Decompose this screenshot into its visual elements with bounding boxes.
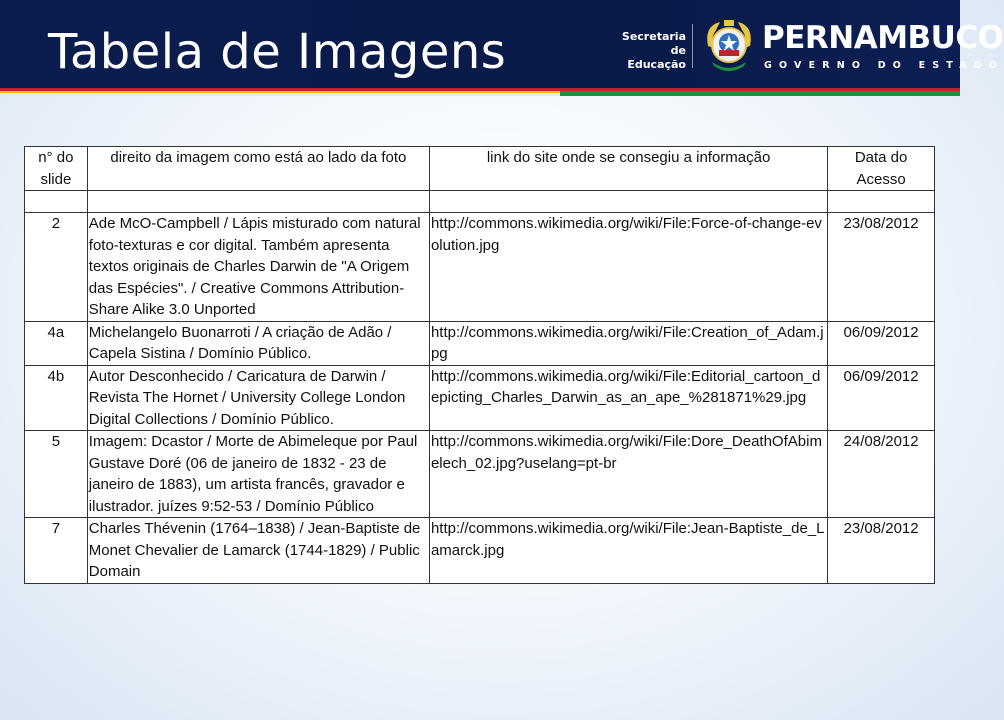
cell-slide: 2 [25, 213, 88, 322]
cell-link: http://commons.wikimedia.org/wiki/File:Creation_of_Adam.jpg [429, 321, 827, 365]
cell-slide: 5 [25, 431, 88, 518]
table-row [25, 431, 935, 518]
secretaria-line-1: Secretaria de [621, 30, 686, 57]
header-stripes [0, 88, 960, 96]
table-row [25, 365, 935, 431]
cell-credit: Charles Thévenin (1764–1838) / Jean-Baptiste de Monet Chevalier de Lamarck (1744-1829) / Public Domain [87, 518, 429, 584]
stripe-green [560, 91, 960, 96]
table-row [25, 213, 935, 322]
pernambuco-crest-icon [702, 16, 756, 76]
image-credits-table [24, 146, 935, 584]
column-header-credit: direito da imagem como está ao lado da foto [87, 147, 429, 191]
secretaria-label [608, 30, 686, 72]
column-header-link: link do site onde se consegiu a informação [429, 147, 827, 191]
cell-link: http://commons.wikimedia.org/wiki/File:Jean-Baptiste_de_Lamarck.jpg [429, 518, 827, 584]
cell-slide: 7 [25, 518, 88, 584]
cell-credit [87, 191, 429, 213]
table-row [25, 321, 935, 365]
cell-link: http://commons.wikimedia.org/wiki/File:Editorial_cartoon_depicting_Charles_Darwin_as_an_ape_%281871%29.jpg [429, 365, 827, 431]
cell-credit: Ade McO-Campbell / Lápis misturado com natural foto-texturas e cor digital. Também apresenta textos originais de Charles Darwin de "A Origem das Espécies". / Creative Commons Attribution-Share Alike 3.0 Unported [87, 213, 429, 322]
cell-credit: Imagem: Dcastor / Morte de Abimeleque por Paul Gustave Doré (06 de janeiro de 1832 - 23 de janeiro de 1883), um artista francês, gravador e ilustrador. juízes 9:52-53 / Domínio Público [87, 431, 429, 518]
slide-title: Tabela de Imagens [48, 24, 507, 80]
table-row [25, 518, 935, 584]
cell-credit: Michelangelo Buonarroti / A criação de Adão / Capela Sistina / Domínio Público. [87, 321, 429, 365]
cell-date: 23/08/2012 [828, 518, 935, 584]
table-header-row [25, 147, 935, 191]
cell-link: http://commons.wikimedia.org/wiki/File:Force-of-change-evolution.jpg [429, 213, 827, 322]
cell-date: 24/08/2012 [828, 431, 935, 518]
cell-date: 06/09/2012 [828, 365, 935, 431]
column-header-date: Data do Acesso [828, 147, 935, 191]
cell-date [828, 191, 935, 213]
column-header-slide: n° do slide [25, 147, 88, 191]
cell-slide: 4b [25, 365, 88, 431]
stripe-white [0, 93, 560, 96]
state-name: PERNAMBUCO [762, 20, 1004, 56]
cell-link [429, 191, 827, 213]
table-row [25, 191, 935, 213]
cell-date: 23/08/2012 [828, 213, 935, 322]
cell-slide [25, 191, 88, 213]
state-subtitle: GOVERNO DO ESTADO [764, 60, 1004, 71]
secretaria-line-2: Educação [627, 58, 686, 71]
slide-header [0, 0, 1004, 90]
cell-date: 06/09/2012 [828, 321, 935, 365]
cell-slide: 4a [25, 321, 88, 365]
logo-divider [692, 24, 693, 68]
cell-credit: Autor Desconhecido / Caricatura de Darwin / Revista The Hornet / University College London Digital Collections / Domínio Público. [87, 365, 429, 431]
cell-link: http://commons.wikimedia.org/wiki/File:Dore_DeathOfAbimelech_02.jpg?uselang=pt-br [429, 431, 827, 518]
